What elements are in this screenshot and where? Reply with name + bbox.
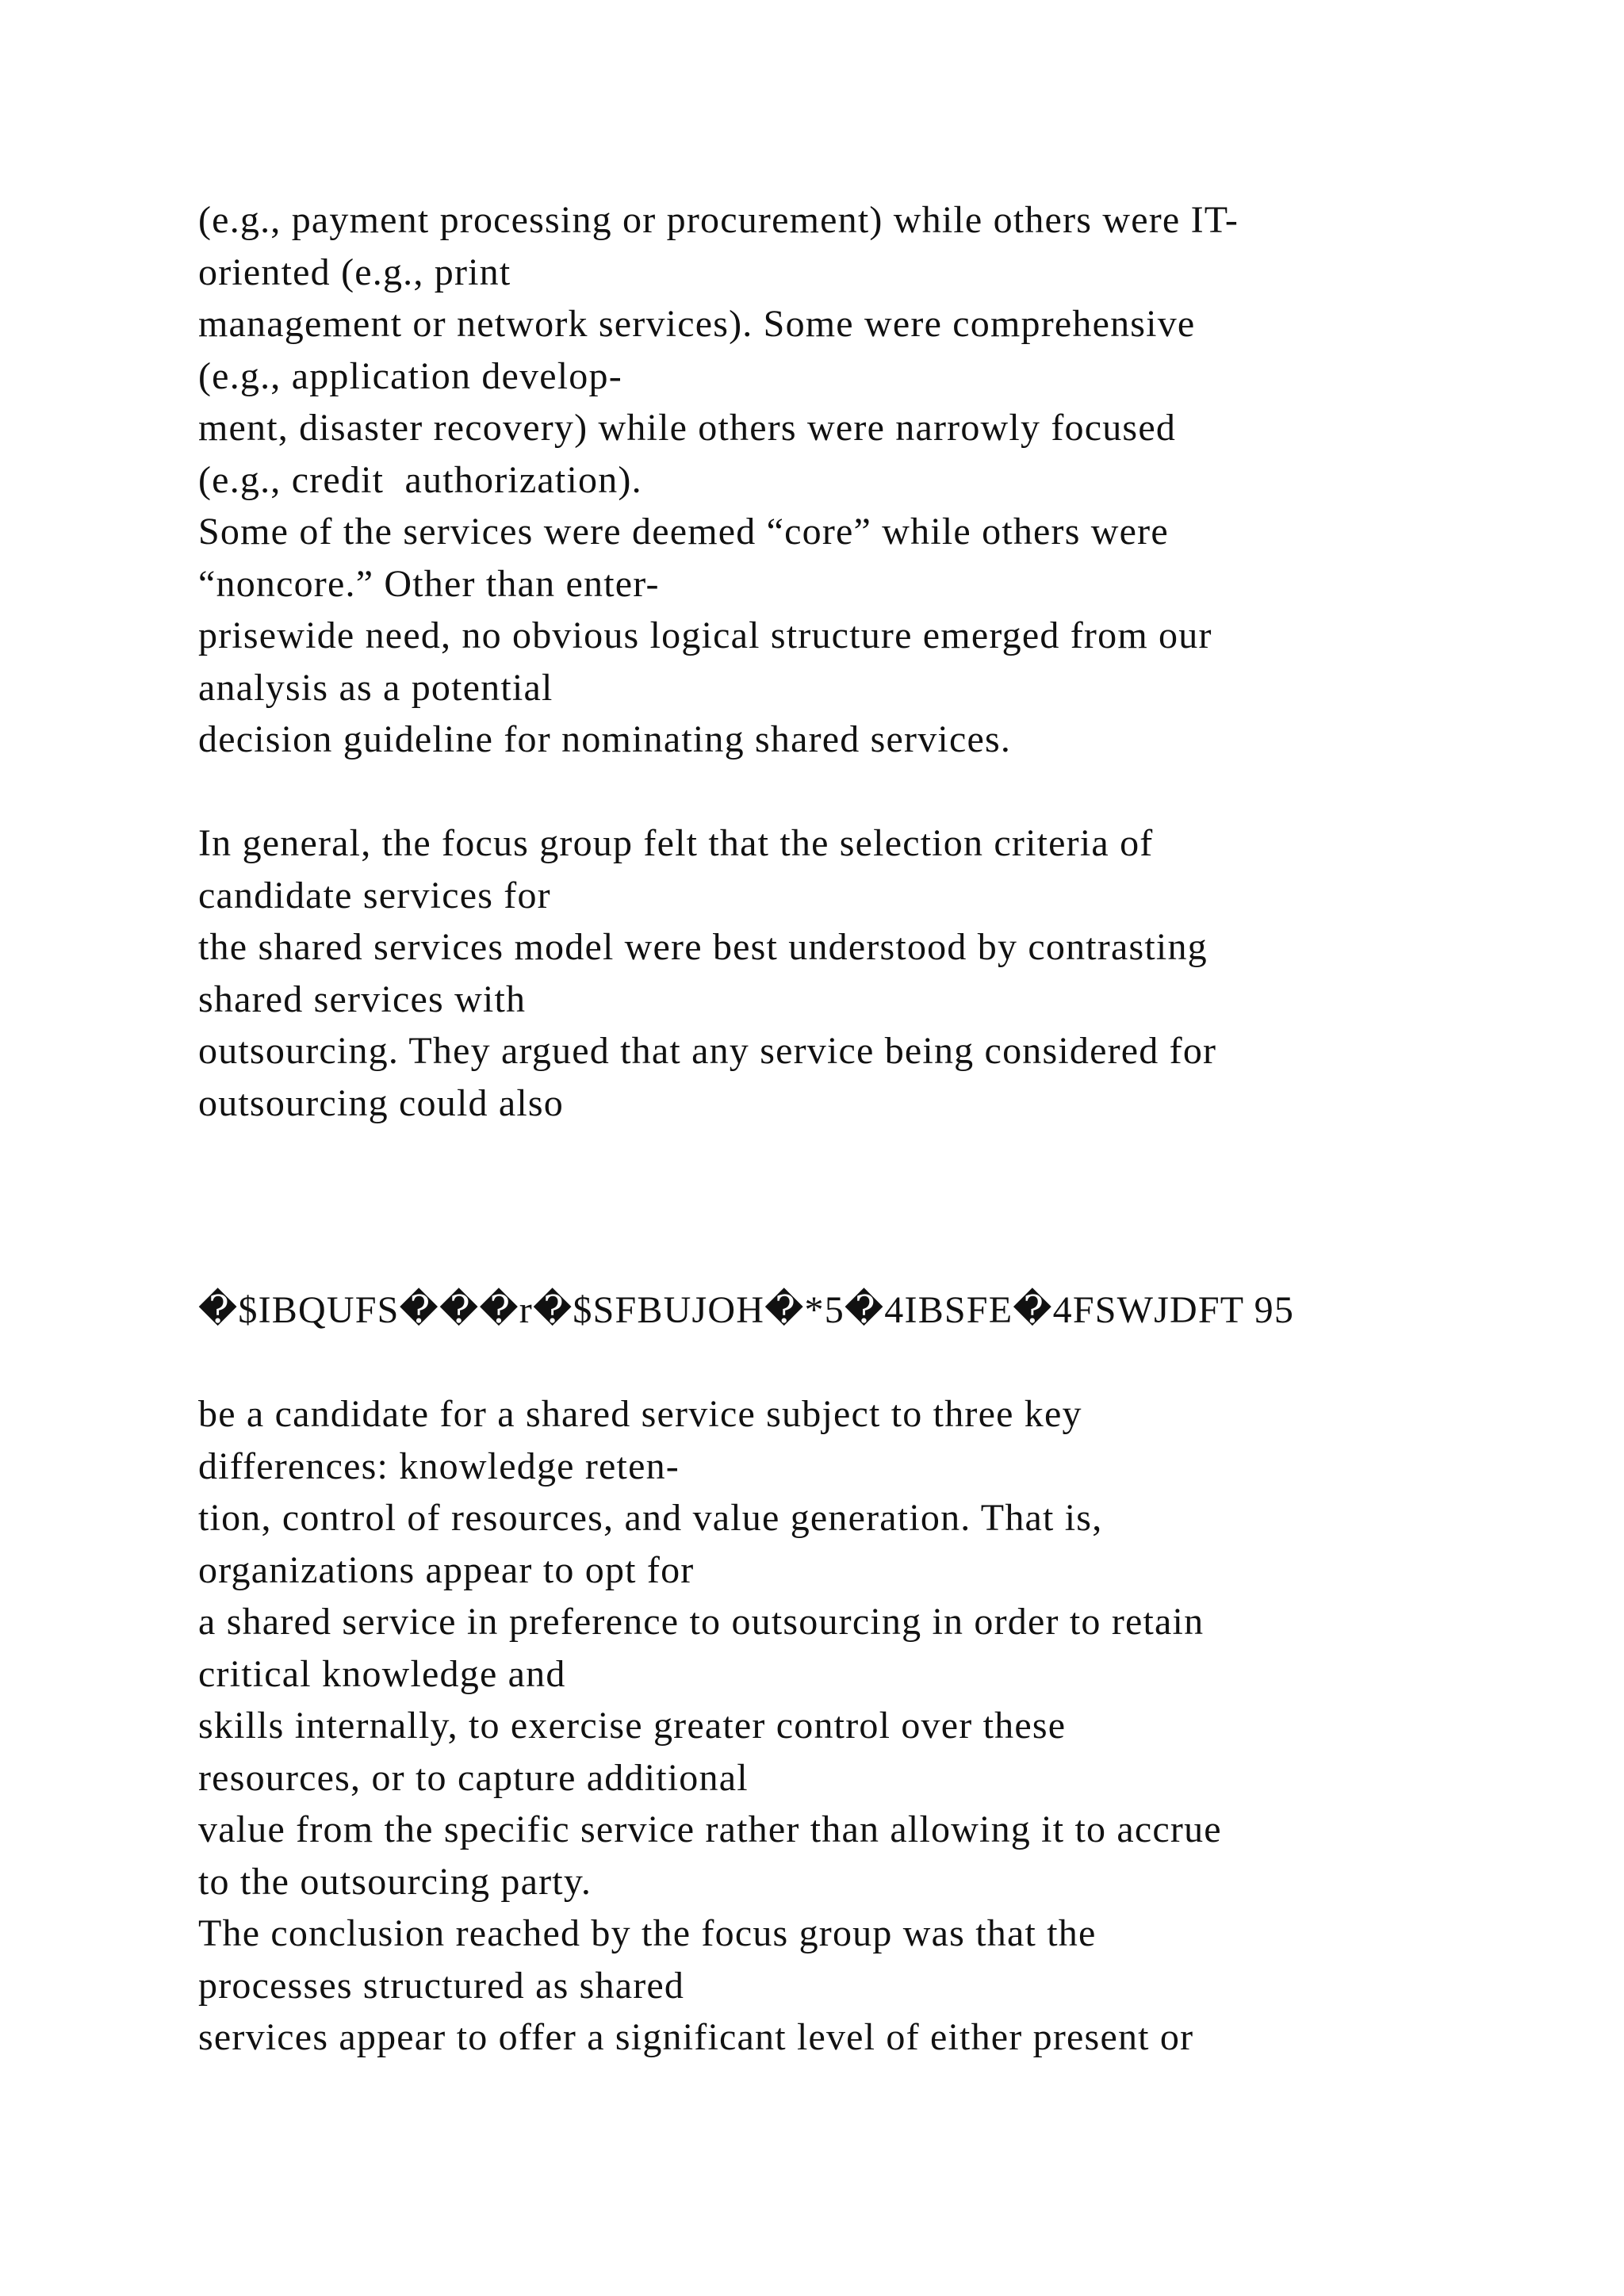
text-line: resources, or to capture additional: [198, 1756, 749, 1799]
text-line: shared services with: [198, 978, 527, 1020]
text-line: a shared service in preference to outsourcing in order to retain: [198, 1601, 1205, 1643]
text-line: critical knowledge and: [198, 1652, 566, 1695]
text-line: outsourcing could also: [198, 1081, 565, 1124]
text-line: “noncore.” Other than enter-: [198, 562, 660, 605]
running-header: [198, 1284, 1546, 1337]
text-line: value from the specific service rather than allowing it to accrue: [198, 1808, 1222, 1850]
paragraph-service-types: [198, 194, 1546, 766]
text-line: In general, the focus group felt that the selection criteria of: [198, 822, 1154, 864]
text-line: candidate services for: [198, 874, 551, 916]
text-line: outsourcing. They argued that any service being considered for: [198, 1030, 1217, 1072]
text-line: tion, control of resources, and value generation. That is,: [198, 1497, 1103, 1539]
text-line: to the outsourcing party.: [198, 1860, 592, 1903]
text-line: (e.g., application develop-: [198, 354, 622, 397]
text-line: ment, disaster recovery) while others were narrowly focused: [198, 407, 1177, 449]
text-line: the shared services model were best understood by contrasting: [198, 926, 1208, 968]
running-header-text: �$IBQUFS���r�$SFBUJOH�*5�4IBSFE�4FSWJDFT 95: [198, 1289, 1295, 1331]
text-line: processes structured as shared: [198, 1964, 685, 2007]
text-line: differences: knowledge reten-: [198, 1445, 680, 1487]
text-line: oriented (e.g., print: [198, 251, 511, 293]
text-line: Some of the services were deemed “core” while others were: [198, 511, 1169, 553]
paragraph-selection-criteria: [198, 817, 1546, 1129]
text-line: services appear to offer a significant level of either present or: [198, 2016, 1194, 2058]
text-line: The conclusion reached by the focus group was that the: [198, 1912, 1097, 1954]
text-line: prisewide need, no obvious logical structure emerged from our: [198, 614, 1212, 656]
text-line: organizations appear to opt for: [198, 1548, 695, 1591]
text-line: (e.g., credit authorization).: [198, 458, 642, 501]
paragraph-key-differences: [198, 1388, 1546, 2064]
text-line: skills internally, to exercise greater control over these: [198, 1705, 1067, 1747]
text-line: decision guideline for nominating shared services.: [198, 718, 1012, 760]
text-line: (e.g., payment processing or procurement) while others were IT-: [198, 199, 1239, 241]
text-line: be a candidate for a shared service subject to three key: [198, 1393, 1082, 1435]
text-line: analysis as a potential: [198, 666, 553, 709]
text-line: management or network services). Some were comprehensive: [198, 303, 1196, 345]
